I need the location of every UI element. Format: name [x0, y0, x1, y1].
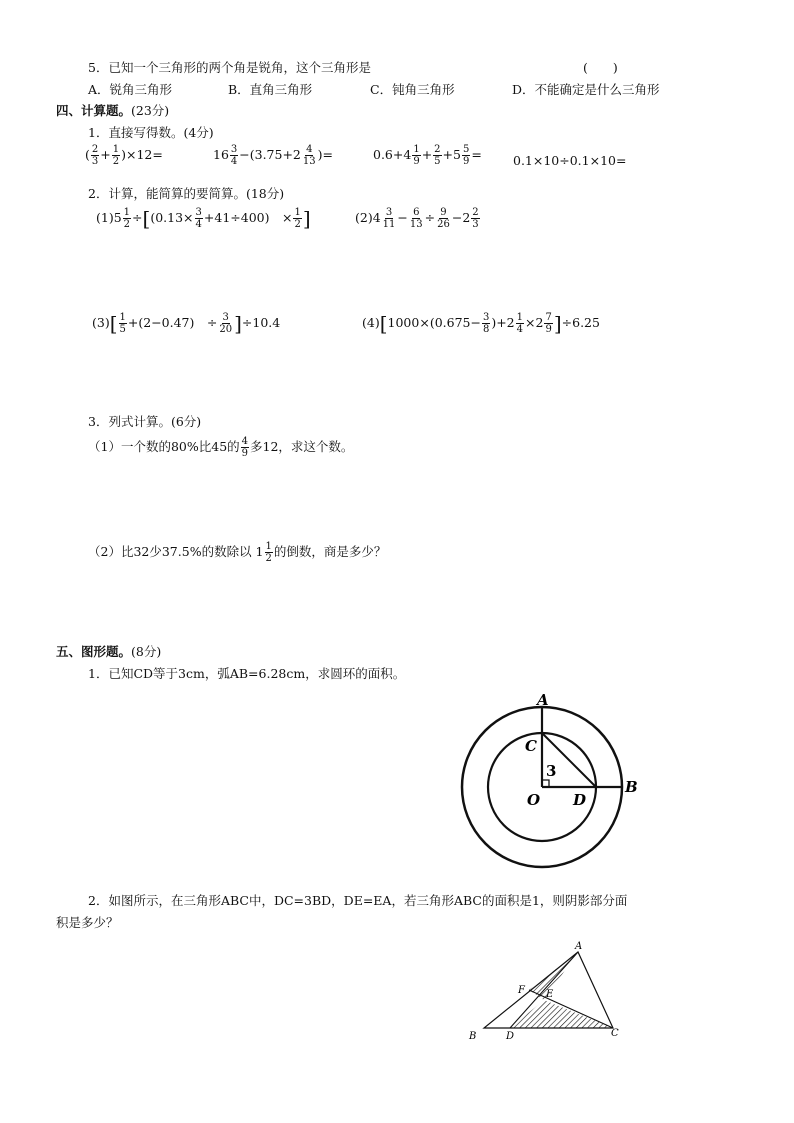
q5-option-b: B．直角三角形 — [228, 82, 313, 97]
section-4-title: 四、计算题。 — [56, 103, 132, 118]
annulus-figure — [455, 690, 645, 875]
section-4-score: (23分) — [131, 103, 170, 118]
geometry-question-2-line-1: 2．如图所示，在三角形ABC中，DC=3BD，DE=EA，若三角形ABC的面积是1，则阴影部分面 — [88, 893, 628, 908]
word-problem-1: （1）一个数的80%比45的 $\frac{4}{9}$ 多12，求这个数。 — [88, 436, 354, 459]
geometry-question-1: 1．已知CD等于3cm，弧AB=6.28cm，求圆环的面积。 — [88, 666, 406, 681]
q5-option-a: A．锐角三角形 — [88, 82, 173, 97]
label-b: B — [469, 1031, 477, 1042]
calc-4: (4)[1000×(0.675− $\frac{3}{8}$ )+2 $\frac{1}{4}$ ×2 $\frac{7}{9}$ ]÷6.25 — [362, 311, 600, 336]
label-f: F — [518, 985, 525, 996]
q5-answer-paren: ( ) — [583, 60, 618, 75]
label-d: D — [573, 791, 587, 809]
label-a: A — [575, 941, 583, 952]
calc-1: (1)5 $\frac{1}{2}$ ÷[(0.13× $\frac{3}{4}$ +41÷400) × $\frac{1}{2}$ ] — [96, 206, 311, 231]
geometry-question-2-line-2: 积是多少？ — [56, 915, 119, 930]
word-problem-2: （2）比32少37.5%的数除以 1 $\frac{1}{2}$ 的倒数，商是多少？ — [88, 541, 387, 564]
label-length-3: 3 — [546, 762, 557, 780]
mental-expr-2: 16 $\frac{3}{4}$ −(3.75+2 $\frac{4}{13}$ )= — [213, 144, 333, 167]
label-c: C — [611, 1028, 619, 1039]
q5-option-c: C．钝角三角形 — [370, 82, 455, 97]
calc-2: (2)4 $\frac{3}{11}$ − $\frac{6}{13}$ ÷ $\frac{9}{26}$ −2 $\frac{2}{3}$ — [355, 207, 479, 230]
label-o: O — [527, 791, 541, 809]
q5-option-d: D．不能确定是什么三角形 — [512, 82, 660, 97]
part3-title: 3．列式计算。(6分) — [88, 414, 202, 429]
label-d: D — [506, 1031, 515, 1042]
label-c: C — [525, 737, 537, 755]
mental-expr-3: 0.6+4 $\frac{1}{9}$ + $\frac{2}{5}$ +5 $\frac{5}{9}$ = — [373, 144, 482, 167]
section-4-heading — [56, 101, 169, 119]
mental-expr-1: ( $\frac{2}{3}$ + $\frac{1}{2}$ )×12= — [85, 144, 163, 167]
mental-expr-4: 0.1×10÷0.1×10= — [513, 153, 627, 168]
part1-title: 1．直接写得数。(4分) — [88, 125, 214, 140]
q5-stem: 5．已知一个三角形的两个角是锐角，这个三角形是 — [88, 60, 371, 75]
section-5-heading — [56, 642, 161, 660]
section-5-score: (8分) — [131, 644, 162, 659]
calc-3: (3)[ $\frac{1}{5}$ +(2−0.47) ÷ $\frac{3}{20}$ ]÷10.4 — [92, 311, 281, 336]
section-5-title: 五、图形题。 — [56, 644, 132, 659]
triangle-figure — [462, 938, 630, 1046]
label-e: E — [546, 989, 554, 1000]
label-a: A — [537, 691, 549, 709]
part2-title: 2．计算，能简算的要简算。(18分) — [88, 186, 285, 201]
label-b: B — [625, 778, 638, 796]
